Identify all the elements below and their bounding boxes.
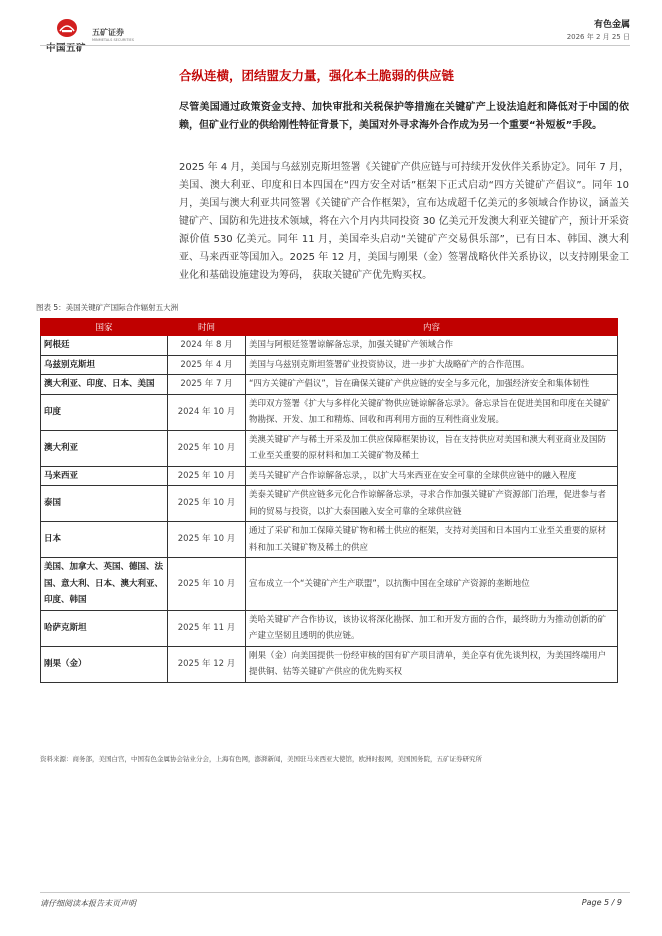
cell-country: 哈萨克斯坦 <box>41 610 168 646</box>
lead-paragraph: 尽管美国通过政策资金支持、加快审批和关税保护等措施在关键矿产上设法追赶和降低对于中国的依赖，但矿业行业的供给刚性特征背景下，美国对外寻求海外合作成为另一个重要“补短板”手段。 <box>179 102 629 131</box>
column-header-time: 时间 <box>168 319 246 336</box>
cell-country: 乌兹别克斯坦 <box>41 355 168 375</box>
table-row <box>41 355 618 375</box>
table-row <box>41 558 618 611</box>
cell-content: 美马关键矿产合作谅解备忘录，，以扩大马来西亚在安全可靠的全球供应链中的融入程度 <box>246 466 618 486</box>
logo-securities-en: MINMETALS SECURITIES <box>92 38 134 42</box>
cell-content: 通过了采矿和加工保障关键矿物和稀土供应的框架，支持对美国和日本国内工业至关重要的原材料和加工关键矿物及稀土的供应 <box>246 522 618 558</box>
table-row <box>41 522 618 558</box>
report-date: 2026 年 2 月 25 日 <box>566 33 630 41</box>
report-category: 有色金属 <box>593 20 630 30</box>
cell-country: 刚果（金） <box>41 646 168 682</box>
cell-content: 美国与乌兹别克斯坦签署矿业投资协议，进一步扩大战略矿产的合作范围。 <box>246 355 618 375</box>
cell-country: 澳大利亚、印度、日本、美国 <box>41 375 168 395</box>
cell-country: 澳大利亚 <box>41 430 168 466</box>
company-logo <box>40 18 150 52</box>
table-row <box>41 466 618 486</box>
table-row <box>41 375 618 395</box>
logo-name-cn: 中国五矿 <box>46 43 87 54</box>
table-row <box>41 336 618 356</box>
cell-content: “四方关键矿产倡议”，旨在确保关键矿产供应链的安全与多元化，加强经济安全和集体韧性 <box>246 375 618 395</box>
table-row <box>41 430 618 466</box>
cell-country: 泰国 <box>41 486 168 522</box>
table-header-row <box>41 319 618 336</box>
cell-content: 美国与阿根廷签署谅解备忘录，加强关键矿产领域合作 <box>246 336 618 356</box>
logo-securities-name: 五矿证券 <box>92 28 124 37</box>
cell-country: 美国、加拿大、英国、德国、法国、意大利、日本、澳大利亚、印度、韩国 <box>41 558 168 611</box>
cell-content: 美泰关键矿产供应链多元化合作谅解备忘录，寻求合作加强关键矿产资源部门治理，促进参与者间的贸易与投资，以扩大泰国融入安全可靠的全球供应链 <box>246 486 618 522</box>
cell-content: 宣布成立一个“关键矿产生产联盟”，以抗衡中国在全球矿产资源的垄断地位 <box>246 558 618 611</box>
table-row <box>41 394 618 430</box>
cell-time: 2025 年 7 月 <box>168 375 246 395</box>
table-row <box>41 646 618 682</box>
table-row <box>41 610 618 646</box>
cell-country: 阿根廷 <box>41 336 168 356</box>
cell-time: 2025 年 10 月 <box>168 522 246 558</box>
column-header-country: 国家 <box>41 319 168 336</box>
cell-time: 2025 年 12 月 <box>168 646 246 682</box>
cell-content: 美哈关键矿产合作协议，该协议将深化勘探、加工和开发方面的合作，最终助力为推动创新的矿产建立坚韧且透明的供应链。 <box>246 610 618 646</box>
cell-country: 日本 <box>41 522 168 558</box>
cell-time: 2024 年 10 月 <box>168 394 246 430</box>
footer-divider <box>40 892 630 893</box>
cell-time: 2025 年 10 月 <box>168 486 246 522</box>
cell-time: 2025 年 10 月 <box>168 558 246 611</box>
cell-time: 2025 年 4 月 <box>168 355 246 375</box>
cell-time: 2025 年 10 月 <box>168 430 246 466</box>
figure-caption: 图表 5：美国关键矿产国际合作辐射五大洲 <box>36 303 179 312</box>
header-divider <box>40 45 630 46</box>
minmetals-logo-icon <box>56 18 78 38</box>
cell-content: 美印双方签署《扩大与多样化关键矿物供应链谅解备忘录》。备忘录旨在促进美国和印度在关键矿物勘探、开发、加工和精炼、回收和再利用方面的互利性商业发展。 <box>246 394 618 430</box>
cell-time: 2024 年 8 月 <box>168 336 246 356</box>
cell-time: 2025 年 11 月 <box>168 610 246 646</box>
cell-content: 美澳关键矿产与稀土开采及加工供应保障框架协议，旨在支持供应对美国和澳大利亚商业及国防工业至关重要的原材料和加工关键矿物及稀土 <box>246 430 618 466</box>
table-row <box>41 486 618 522</box>
cooperation-table <box>40 318 618 683</box>
page-number: Page 5 / 9 <box>581 898 622 907</box>
footer-disclaimer: 请仔细阅读本报告末页声明 <box>40 899 136 908</box>
section-title: 合纵连横，团结盟友力量，强化本土脆弱的供应链 <box>179 68 455 83</box>
cell-time: 2025 年 10 月 <box>168 466 246 486</box>
cell-content: 刚果（金）向美国提供一份经审核的国有矿产项目清单，美企享有优先谈判权，为美国终端用户提供铜、钴等关键矿产供应的优先购买权 <box>246 646 618 682</box>
cell-country: 马来西亚 <box>41 466 168 486</box>
column-header-content: 内容 <box>246 319 618 336</box>
body-paragraph: 2025 年 4 月，美国与乌兹别克斯坦签署《关键矿产供应链与可持续开发伙伴关系协定》。同年 7 月，美国、澳大利亚、印度和日本四国在“四方安全对话”框架下正式启动“四方关键矿产倡议”。同年 10 月，美国与澳大利亚共同签署《关键矿产合作框架》，宣布达成超千亿美元的多领域合作协议，涵盖关键矿产、国防和先进技术领域，将在六个月内共同投资 30 亿美元开发澳大利亚关键矿产，预计开采资源价值 530 亿美元。同年 11 月，美国牵头启动“关键矿产交易俱乐部”，已有日本、韩国、澳大利亚、马来西亚等国加入。2025 年 12 月，美国与刚果（金）签署战略伙伴关系协议，以支持刚果金工业化和基础设施建设为筹码， 获取关键矿产优先购买权。 <box>179 162 629 281</box>
figure-source: 资料来源：商务部，美国白宫，中国有色金属协会钴业分会，上海有色网，澎湃新闻，美国驻马来西亚大使馆，欧洲时报网，美国国务院，五矿证券研究所 <box>40 755 482 763</box>
cell-country: 印度 <box>41 394 168 430</box>
